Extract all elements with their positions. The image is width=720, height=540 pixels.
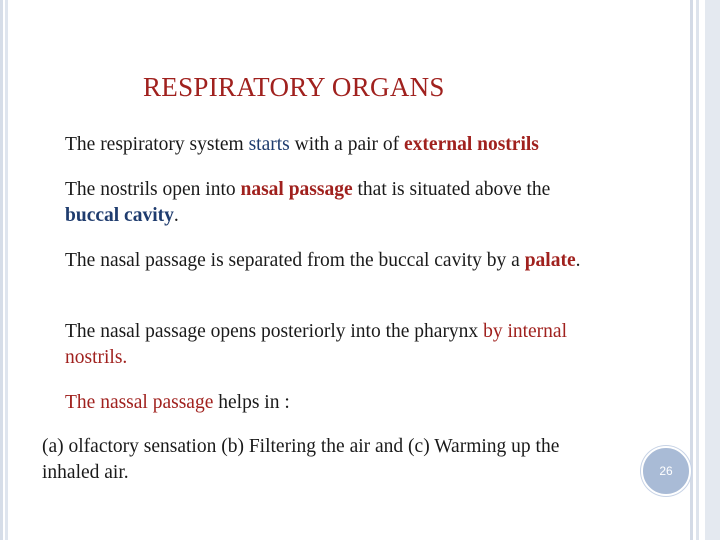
bullet-text: The nasal passage opens posteriorly into the pharynx by internal nostrils.: [65, 321, 567, 368]
left-frame-stripes: [0, 0, 8, 540]
slide-title: RESPIRATORY ORGANS: [143, 72, 445, 102]
bullet-item-2: [44, 177, 604, 229]
bullet-item-1: [44, 132, 604, 158]
bullet-text: The respiratory system starts with a pair of external nostrils: [65, 134, 539, 155]
bullet-item-5: [44, 390, 604, 416]
bullet-item-4: [44, 319, 604, 371]
bullet-text: The nostrils open into nasal passage that is situated above the buccal cavity.: [65, 179, 551, 226]
bullet-text: The nassal passage helps in :: [65, 392, 290, 413]
bullet-text: The nasal passage is separated from the buccal cavity by a palate.: [65, 250, 581, 271]
functions-paragraph: (a) olfactory sensation (b) Filtering the air and (c) Warming up the inhaled air.: [42, 436, 560, 483]
page-number-badge: 26: [641, 446, 691, 496]
bullet-item-3: [44, 248, 604, 274]
